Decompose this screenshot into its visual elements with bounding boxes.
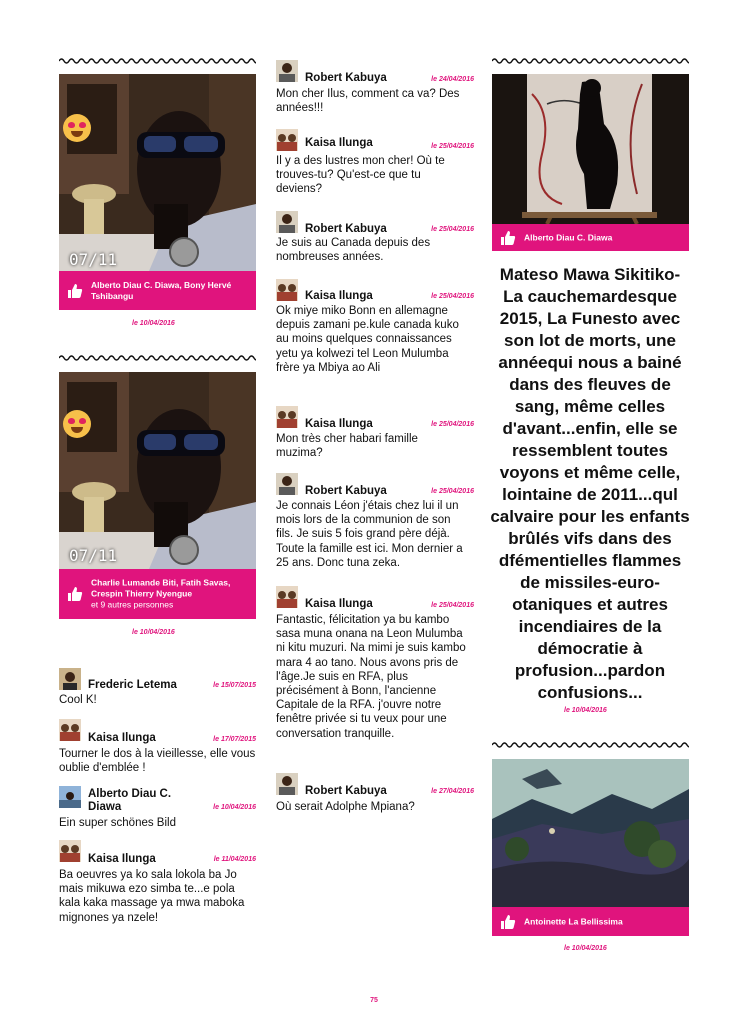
comment-author[interactable]: Kaisa Ilunga [305,418,373,430]
comment-text: Je suis au Canada depuis des nombreuses années. [276,237,431,264]
post-date: le 10/04/2016 [132,629,175,636]
likers-text: Charlie Lumande Biti, Fatih Savas, Crespin Thierry Nyengue [91,577,231,599]
comment-date: le 25/04/2016 [431,602,474,609]
comment-date: le 27/04/2016 [431,788,474,795]
comment-text: Il y a des lustres mon cher! Où te trouves-tu? Qu'est-ce que tu deviens? [276,155,445,196]
comment-author[interactable]: Kaisa Ilunga [88,853,156,865]
photo-date-overlay: 07/11 [69,546,118,565]
comment-author[interactable]: Kaisa Ilunga [305,598,373,610]
thumbs-up-icon[interactable] [67,586,83,602]
comment [276,60,474,120]
wave-divider [492,741,689,749]
post-photo-selfie [59,74,256,271]
likers-text: Alberto Diau C. Diawa [524,232,613,242]
comment-text: Mon cher Ilus, comment ca va? Des années!!! [276,88,460,115]
thumbs-up-icon[interactable] [500,230,516,246]
photo-date-overlay: 07/11 [69,250,118,269]
comment [59,719,256,779]
comment-date: le 25/04/2016 [431,488,474,495]
comment-text: Cool K! [59,694,97,706]
comment [276,211,474,271]
likes-bar [59,271,256,310]
comment [276,773,474,818]
comment-author[interactable]: Robert Kabuya [305,785,387,797]
comment-text: Je connais Léon j'étais chez lui il un mois lors de la communion de son fils. Je suis 5 fois grand père déjà. Toute la famille est ici. Mon dernier a 25 ans. Donc tuna zeka. [276,500,463,569]
avatar[interactable] [276,279,298,301]
comment [59,840,256,930]
comment-date: le 25/04/2016 [431,226,474,233]
likers-text: Antoinette La Bellissima [524,916,623,926]
comment [59,786,256,831]
avatar[interactable] [276,129,298,151]
comment-text: Ok miye miko Bonn en allemagne depuis zamani pe.kule canada kuko au moins quelques connaissances yetu ya kolwezi tel Leon Mulumba frère ya Mbiya ao Ali [276,305,459,374]
comment [276,473,474,578]
comment-text: Fantastic, félicitation ya bu kambo sasa muna onana na Leon Mulumba ni kitu muzuri. Na mimi je suis kambo mara 4 ao tano. Nous avons pris de l'âge.Je suis en RFA, plus précisément à Bonn, l'ancienne Capitale de la RFA. j'ouvre notre fenêtre privée si tu veux pour une conversation tranquille. [276,614,466,740]
comment-date: le 10/04/2016 [213,804,256,811]
post-date: le 10/04/2016 [564,707,607,714]
comment-author[interactable]: Alberto Diau C. Diawa [88,788,172,813]
thumbs-up-icon[interactable] [500,914,516,930]
comment-text: Où serait Adolphe Mpiana? [276,801,415,813]
wave-divider [492,57,689,65]
emoji-heart-eyes-icon [63,114,91,142]
thumbs-up-icon[interactable] [67,283,83,299]
comment-author[interactable]: Robert Kabuya [305,72,387,84]
comment [276,279,474,374]
post-photo-painting-figure [492,74,689,224]
comment-date: le 24/04/2016 [431,76,474,83]
avatar[interactable] [276,773,298,795]
comment-date: le 25/04/2016 [431,421,474,428]
emoji-heart-eyes-icon [63,410,91,438]
avatar[interactable] [276,473,298,495]
comment [59,668,256,708]
comment-text: Ba oeuvres ya ko sala lokola ba Jo mais mikuwa ezo simba te...e pola kala kaka massage ya mwa maboka mignones ya nzele! [59,869,245,924]
comment-author[interactable]: Kaisa Ilunga [305,137,373,149]
comment-author[interactable]: Robert Kabuya [305,485,387,497]
wave-divider [59,354,256,362]
comment-text: Tourner le dos à la vieillesse, elle vous oublie d'emblée ! [59,748,256,775]
comment-author[interactable]: Robert Kabuya [305,223,387,235]
avatar[interactable] [276,60,298,82]
comment-author[interactable]: Kaisa Ilunga [88,732,156,744]
comment [276,406,474,466]
comment-date: le 25/04/2016 [431,293,474,300]
likes-bar [59,569,256,619]
comment-text: Ein super schönes Bild [59,817,176,829]
likers-more-text: et 9 autres personnes [91,599,174,610]
post-caption: Mateso Mawa Sikitiko-La cauchemardesque 2015, La Funesto avec son lot de morts, une annéequi nous a bainé dans des fleuves de sang, même celles d'avant...enfin, elle se ressemblent toutes voyons et même celle, lointaine de 2011...qul calvaire pour les enfants brûlés vifs dans des dfémentielles flammes de missiles-euro-otaniques et autres incendiaires de la démocratie à profusion...pardon confusions... [490,265,690,702]
comment [276,129,474,204]
likes-bar [492,907,689,936]
comment-text: Mon très cher habari famille muzima? [276,433,418,460]
comment-date: le 25/04/2016 [431,143,474,150]
comment-date: le 17/07/2015 [213,736,256,743]
post-date: le 10/04/2016 [132,320,175,327]
page-number: 75 [370,997,378,1004]
post-date: le 10/04/2016 [564,945,607,952]
avatar[interactable] [59,719,81,741]
comment [276,586,474,766]
avatar[interactable] [276,406,298,428]
comment-date: le 15/07/2015 [213,682,256,689]
comment-date: le 11/04/2016 [213,856,256,863]
avatar[interactable] [59,840,81,862]
likers-text: Alberto Diau C. Diawa, Bony Hervé Tshibangu [91,279,232,301]
comment-author[interactable]: Kaisa Ilunga [305,290,373,302]
post-photo-selfie [59,372,256,569]
wave-divider [59,57,256,65]
comment-author[interactable]: Frederic Letema [88,679,177,691]
avatar[interactable] [276,586,298,608]
avatar[interactable] [276,211,298,233]
avatar[interactable] [59,668,81,690]
avatar[interactable] [59,786,81,808]
post-photo-painting-landscape [492,759,689,907]
likes-bar [492,224,689,251]
